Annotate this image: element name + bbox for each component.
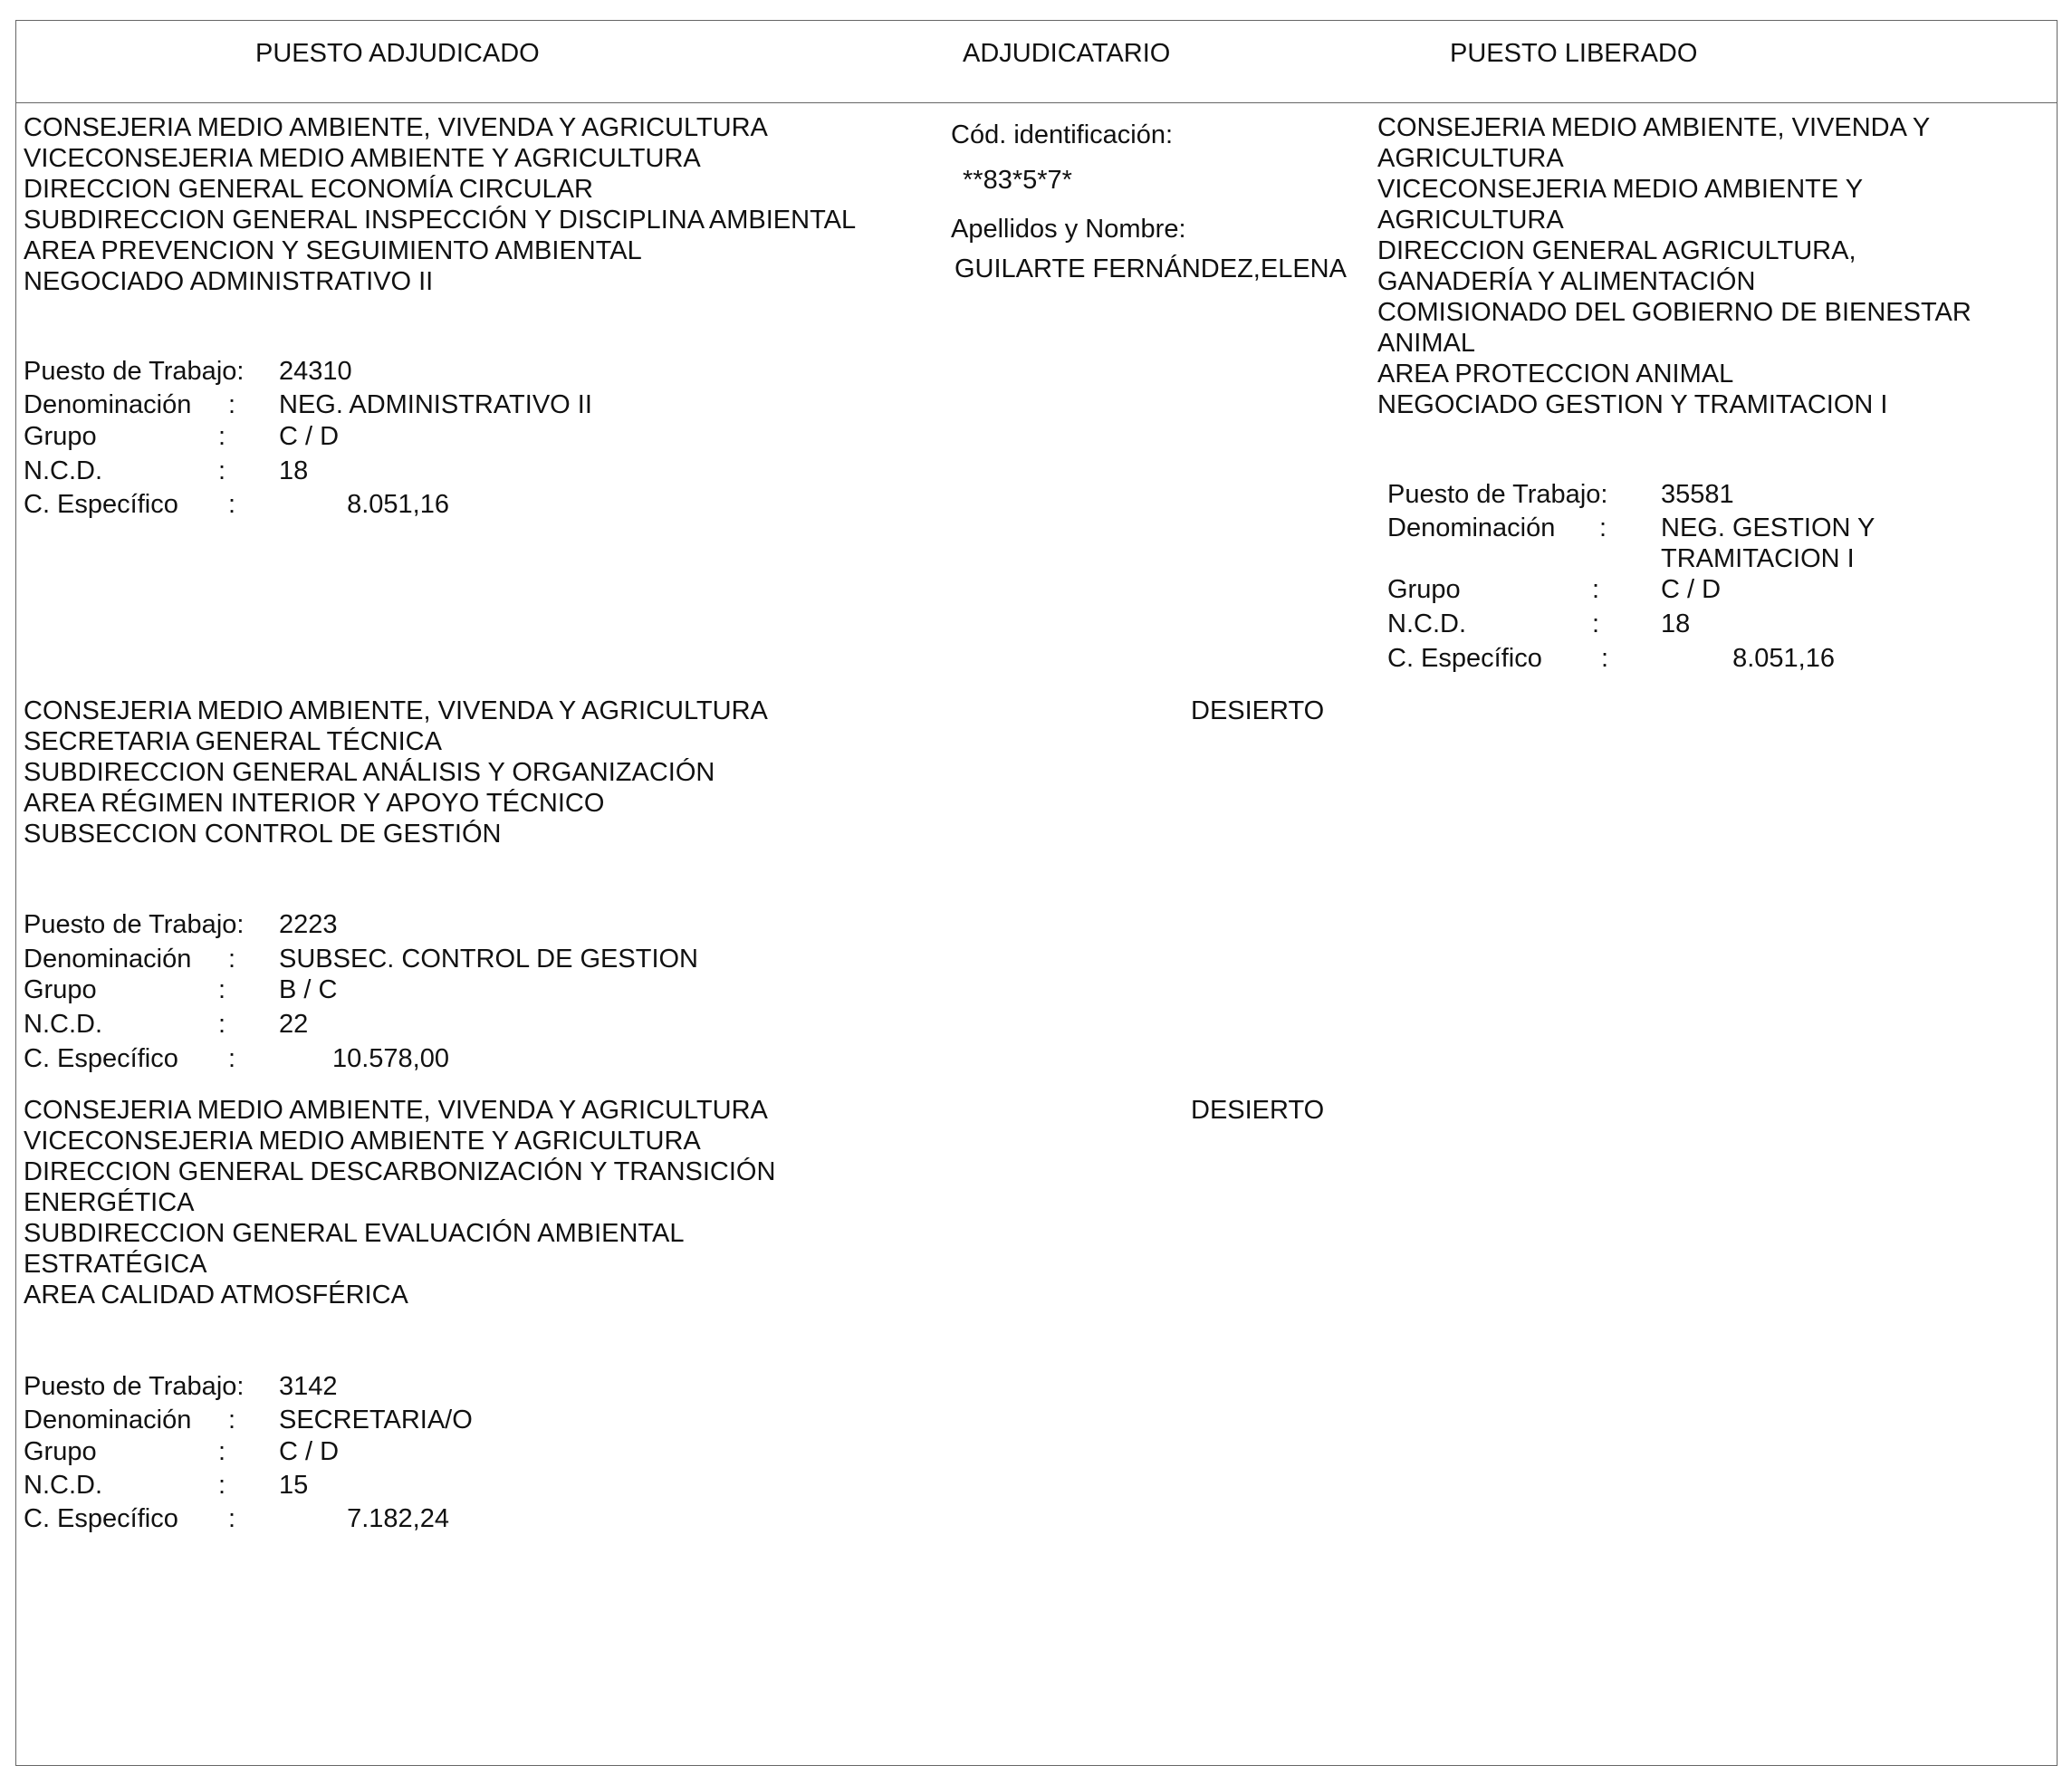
cod-label: Cód. identificación: — [951, 120, 1174, 149]
detail-denominacion — [1387, 511, 2021, 545]
org-line: AREA RÉGIMEN INTERIOR Y APOYO TÉCNICO — [24, 789, 605, 818]
detail-ncd — [1387, 607, 2021, 641]
org-line: CONSEJERIA MEDIO AMBIENTE, VIVENDA Y — [1377, 113, 1931, 142]
value-denominacion: SECRETARIA/O — [279, 1406, 473, 1434]
org-line: CONSEJERIA MEDIO AMBIENTE, VIVENDA Y AGRICULTURA — [24, 113, 768, 142]
value-puesto: 3142 — [279, 1372, 338, 1401]
colon: : — [218, 456, 226, 485]
detail-denominacion-cont — [1387, 542, 2021, 576]
colon: : — [228, 1504, 236, 1533]
row1-adjudicado-org — [24, 112, 856, 297]
detail-denominacion — [24, 942, 748, 976]
row3-adjudicado-org — [24, 1095, 775, 1310]
row2-adjudicado-org — [24, 696, 768, 849]
colon: : — [1599, 513, 1607, 542]
detail-especifico — [24, 487, 657, 522]
detail-especifico — [24, 1041, 748, 1076]
value-ncd: 18 — [1661, 609, 1691, 638]
org-line: NEGOCIADO ADMINISTRATIVO II — [24, 267, 434, 296]
label-puesto: Puesto de Trabajo: — [24, 910, 245, 939]
label-puesto: Puesto de Trabajo: — [1387, 480, 1608, 509]
value-grupo: C / D — [1661, 575, 1722, 604]
cod-value: **83*5*7* — [963, 166, 1072, 195]
value-grupo: B / C — [279, 975, 338, 1004]
org-line: DIRECCION GENERAL AGRICULTURA, — [1377, 236, 1856, 265]
value-puesto: 24310 — [279, 357, 352, 386]
value-grupo: C / D — [279, 422, 340, 451]
value-puesto: 2223 — [279, 910, 338, 939]
org-line: COMISIONADO DEL GOBIERNO DE BIENESTAR — [1377, 298, 1971, 327]
detail-puesto — [24, 1369, 748, 1404]
value-grupo: C / D — [279, 1437, 340, 1466]
org-line: DIRECCION GENERAL DESCARBONIZACIÓN Y TRANSICIÓN — [24, 1157, 776, 1186]
detail-especifico — [24, 1502, 748, 1536]
org-line: ANIMAL — [1377, 329, 1475, 358]
detail-ncd — [24, 1007, 748, 1041]
org-line: VICECONSEJERIA MEDIO AMBIENTE Y — [1377, 175, 1864, 204]
row1-liberado-org — [1377, 112, 1971, 420]
org-line: GANADERÍA Y ALIMENTACIÓN — [1377, 267, 1756, 296]
status-desierto: DESIERTO — [1191, 1096, 1325, 1125]
detail-grupo — [1387, 572, 2021, 607]
label-especifico: C. Específico — [1387, 644, 1542, 673]
colon: : — [228, 390, 236, 419]
colon: : — [228, 945, 236, 974]
value-puesto: 35581 — [1661, 480, 1734, 509]
label-puesto: Puesto de Trabajo: — [24, 357, 245, 386]
detail-especifico — [1387, 641, 2021, 676]
value-ncd: 18 — [279, 456, 309, 485]
org-line: SECRETARIA GENERAL TÉCNICA — [24, 727, 442, 756]
org-line: CONSEJERIA MEDIO AMBIENTE, VIVENDA Y AGRICULTURA — [24, 1096, 768, 1125]
detail-denominacion — [24, 388, 657, 422]
colon: : — [228, 490, 236, 519]
org-line: NEGOCIADO GESTION Y TRAMITACION I — [1377, 390, 1888, 419]
detail-grupo — [24, 973, 748, 1007]
colon: : — [218, 1010, 226, 1039]
colon: : — [218, 975, 226, 1004]
label-puesto: Puesto de Trabajo: — [24, 1372, 245, 1401]
value-especifico: 8.051,16 — [1732, 644, 1835, 673]
label-ncd: N.C.D. — [24, 456, 102, 485]
label-denominacion: Denominación — [24, 1406, 192, 1434]
label-ncd: N.C.D. — [24, 1010, 102, 1039]
org-line: SUBDIRECCION GENERAL INSPECCIÓN Y DISCIPLINA AMBIENTAL — [24, 206, 857, 235]
detail-ncd — [24, 454, 657, 488]
detail-ncd — [24, 1468, 748, 1502]
nombre-label: Apellidos y Nombre: — [951, 215, 1186, 244]
value-especifico: 7.182,24 — [347, 1504, 449, 1533]
org-line: AGRICULTURA — [1377, 206, 1564, 235]
label-denominacion: Denominación — [24, 945, 192, 974]
org-line: DIRECCION GENERAL ECONOMÍA CIRCULAR — [24, 175, 593, 204]
nombre-value: GUILARTE FERNÁNDEZ,ELENA — [954, 254, 1347, 283]
org-line: SUBDIRECCION GENERAL EVALUACIÓN AMBIENTAL — [24, 1219, 685, 1248]
header-puesto-liberado: PUESTO LIBERADO — [1450, 39, 1698, 68]
org-line: SUBDIRECCION GENERAL ANÁLISIS Y ORGANIZACIÓN — [24, 758, 715, 787]
label-especifico: C. Específico — [24, 490, 178, 519]
label-ncd: N.C.D. — [24, 1471, 102, 1500]
label-especifico: C. Específico — [24, 1044, 178, 1073]
colon: : — [218, 422, 226, 451]
org-line: ESTRATÉGICA — [24, 1250, 207, 1279]
detail-puesto — [24, 354, 657, 389]
org-line: ENERGÉTICA — [24, 1188, 195, 1217]
label-especifico: C. Específico — [24, 1504, 178, 1533]
org-line: AREA PREVENCION Y SEGUIMIENTO AMBIENTAL — [24, 236, 642, 265]
detail-puesto — [1387, 477, 2021, 512]
detail-grupo — [24, 419, 657, 454]
value-denominacion-line: TRAMITACION I — [1661, 544, 1855, 573]
colon: : — [228, 1044, 236, 1073]
value-denominacion: SUBSEC. CONTROL DE GESTION — [279, 945, 698, 974]
label-grupo: Grupo — [1387, 575, 1461, 604]
value-denominacion-line: NEG. GESTION Y — [1661, 513, 1875, 542]
header-puesto-adjudicado: PUESTO ADJUDICADO — [255, 39, 540, 68]
colon: : — [1601, 644, 1609, 673]
value-ncd: 15 — [279, 1471, 309, 1500]
label-denominacion: Denominación — [1387, 513, 1556, 542]
label-grupo: Grupo — [24, 975, 97, 1004]
detail-denominacion — [24, 1403, 748, 1437]
org-line: CONSEJERIA MEDIO AMBIENTE, VIVENDA Y AGRICULTURA — [24, 696, 768, 725]
colon: : — [228, 1406, 236, 1434]
detail-grupo — [24, 1434, 748, 1469]
label-grupo: Grupo — [24, 422, 97, 451]
colon: : — [218, 1471, 226, 1500]
org-line: AREA PROTECCION ANIMAL — [1377, 360, 1734, 389]
org-line: SUBSECCION CONTROL DE GESTIÓN — [24, 820, 502, 849]
status-desierto: DESIERTO — [1191, 696, 1325, 725]
value-denominacion: NEG. ADMINISTRATIVO II — [279, 390, 592, 419]
org-line: VICECONSEJERIA MEDIO AMBIENTE Y AGRICULTURA — [24, 1127, 701, 1156]
value-especifico: 10.578,00 — [331, 1044, 449, 1073]
label-denominacion: Denominación — [24, 390, 192, 419]
value-ncd: 22 — [279, 1010, 309, 1039]
label-grupo: Grupo — [24, 1437, 97, 1466]
value-especifico: 8.051,16 — [347, 490, 449, 519]
colon: : — [1592, 575, 1600, 604]
header-divider — [15, 102, 2058, 103]
org-line: AGRICULTURA — [1377, 144, 1564, 173]
org-line: VICECONSEJERIA MEDIO AMBIENTE Y AGRICULTURA — [24, 144, 701, 173]
header-adjudicatario: ADJUDICATARIO — [963, 39, 1171, 68]
detail-puesto — [24, 907, 748, 942]
colon: : — [1592, 609, 1600, 638]
label-ncd: N.C.D. — [1387, 609, 1466, 638]
colon: : — [218, 1437, 226, 1466]
org-line: AREA CALIDAD ATMOSFÉRICA — [24, 1281, 408, 1310]
